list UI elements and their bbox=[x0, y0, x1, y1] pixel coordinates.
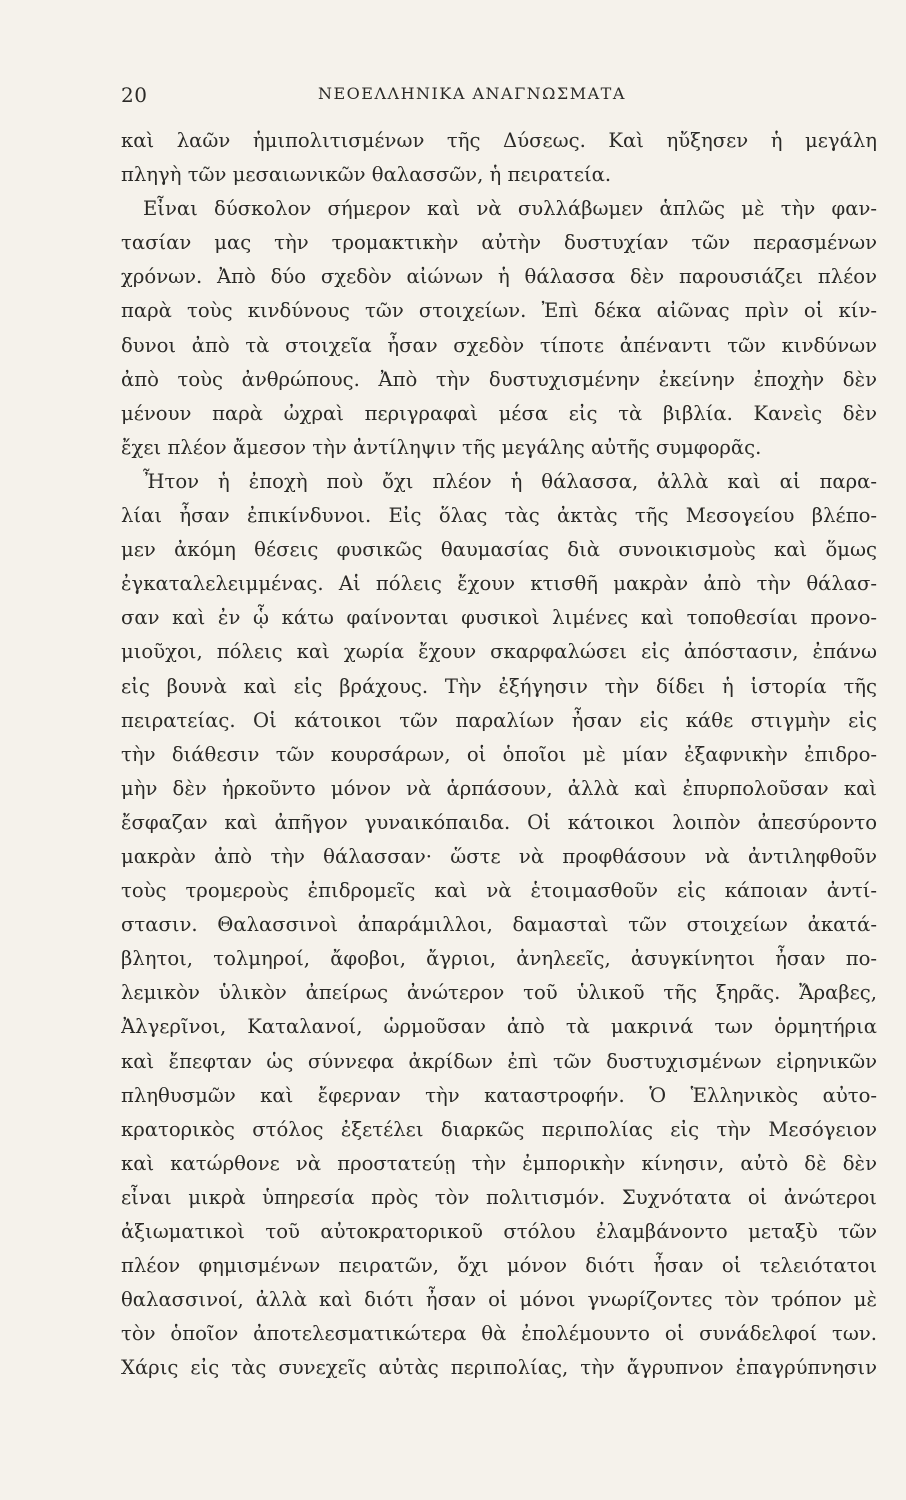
page-number: 20 bbox=[121, 83, 148, 107]
text-line: πλέον φημισμένων πειρατῶν, ὄχι μόνον διότι ἦσαν οἱ τελειότατοι bbox=[121, 1254, 877, 1278]
text-line: ἐγκαταλελειμμένας. Αἱ πόλεις ἔχουν κτισθῆ μακρὰν ἀπὸ τὴν θάλασ- bbox=[121, 572, 877, 596]
text-line: Ἀλγερῖνοι, Καταλανοί, ὡρμοῦσαν ἀπὸ τὰ μακρινά των ὁρμητήρια bbox=[121, 1015, 877, 1039]
text-line: ἔσφαζαν καὶ ἀπῆγον γυναικόπαιδα. Οἱ κάτοικοι λοιπὸν ἀπεσύροντο bbox=[121, 810, 877, 834]
text-line: πληθυσμῶν καὶ ἔφερναν τὴν καταστροφήν. Ὁ Ἑλληνικὸς αὐτο- bbox=[121, 1083, 877, 1107]
text-line: τασίαν μας τὴν τρομακτικὴν αὐτὴν δυστυχίαν τῶν περασμένων bbox=[121, 231, 877, 255]
text-line: μεν ἀκόμη θέσεις φυσικῶς θαυμασίας διὰ συνοικισμοὺς καὶ ὅμως bbox=[121, 538, 877, 562]
text-line: τοὺς τρομεροὺς ἐπιδρομεῖς καὶ νὰ ἑτοιμασθοῦν εἰς κάποιαν ἀντί- bbox=[121, 879, 877, 903]
text-line: πειρατείας. Οἱ κάτοικοι τῶν παραλίων ἦσαν εἰς κάθε στιγμὴν εἰς bbox=[121, 708, 877, 732]
text-line: μὴν δὲν ἠρκοῦντο μόνον νὰ ἁρπάσουν, ἀλλὰ καὶ ἐπυρπολοῦσαν καὶ bbox=[121, 776, 877, 800]
text-line: εἰς βουνὰ καὶ εἰς βράχους. Τὴν ἐξήγησιν τὴν δίδει ἡ ἱστορία τῆς bbox=[121, 674, 877, 698]
text-line: παρὰ τοὺς κινδύνους τῶν στοιχείων. Ἐπὶ δέκα αἰῶνας πρὶν οἱ κίν- bbox=[121, 299, 877, 323]
text-line: λεμικὸν ὑλικὸν ἀπείρως ἀνώτερον τοῦ ὑλικοῦ τῆς ξηρᾶς. Ἄραβες, bbox=[121, 981, 877, 1005]
text-line: λίαι ἦσαν ἐπικίνδυνοι. Εἰς ὅλας τὰς ἀκτὰς τῆς Μεσογείου βλέπο- bbox=[121, 504, 877, 528]
text-line: ἀπὸ τοὺς ἀνθρώπους. Ἀπὸ τὴν δυστυχισμένην ἐκείνην ἐποχὴν δὲν bbox=[121, 367, 877, 391]
text-line: ἔχει πλέον ἄμεσον τὴν ἀντίληψιν τῆς μεγάλης αὐτῆς συμφορᾶς. bbox=[121, 435, 762, 459]
text-line: μιοῦχοι, πόλεις καὶ χωρία ἔχουν σκαρφαλώσει εἰς ἀπόστασιν, ἐπάνω bbox=[121, 640, 877, 664]
text-line: Χάρις εἰς τὰς συνεχεῖς αὐτὰς περιπολίας, τὴν ἄγρυπνον ἐπαγρύπνησιν bbox=[121, 1356, 877, 1380]
text-line: βλητοι, τολμηροί, ἄφοβοι, ἄγριοι, ἀνηλεεῖς, ἀσυγκίνητοι ἦσαν πο- bbox=[121, 947, 877, 971]
text-line: σαν καὶ ἐν ᾧ κάτω φαίνονται φυσικοὶ λιμένες καὶ τοποθεσίαι προνο- bbox=[121, 606, 877, 630]
text-line: κρατορικὸς στόλος ἐξετέλει διαρκῶς περιπολίας εἰς τὴν Μεσόγειον bbox=[121, 1117, 877, 1141]
text-line: δυνοι ἀπὸ τὰ στοιχεῖα ἦσαν σχεδὸν τίποτε ἀπέναντι τῶν κινδύνων bbox=[121, 333, 877, 357]
text-line: Ἦτον ἡ ἐποχὴ ποὺ ὄχι πλέον ἡ θάλασσα, ἀλλὰ καὶ αἱ παρα- bbox=[143, 469, 877, 493]
text-line: τὸν ὁποῖον ἀποτελεσματικώτερα θὰ ἐπολέμουντο οἱ συνάδελφοί των. bbox=[121, 1322, 877, 1346]
text-line: Εἶναι δύσκολον σήμερον καὶ νὰ συλλάβωμεν ἁπλῶς μὲ τὴν φαν- bbox=[143, 197, 877, 221]
text-line: θαλασσινοί, ἀλλὰ καὶ διότι ἦσαν οἱ μόνοι γνωρίζοντες τὸν τρόπον μὲ bbox=[121, 1288, 877, 1312]
text-line: καὶ ἔπεφταν ὡς σύννεφα ἀκρίδων ἐπὶ τῶν δυστυχισμένων εἰρηνικῶν bbox=[121, 1049, 877, 1073]
text-line: καὶ κατώρθονε νὰ προστατεύῃ τὴν ἐμπορικὴν κίνησιν, αὐτὸ δὲ δὲν bbox=[121, 1151, 877, 1175]
text-line: καὶ λαῶν ἡμιπολιτισμένων τῆς Δύσεως. Καὶ ηὔξησεν ἡ μεγάλη bbox=[121, 129, 877, 152]
text-line: τὴν διάθεσιν τῶν κουρσάρων, οἱ ὁποῖοι μὲ μίαν ἐξαφνικὴν ἐπιδρο- bbox=[121, 742, 877, 766]
text-line: πληγὴ τῶν μεσαιωνικῶν θαλασσῶν, ἡ πειρατεία. bbox=[121, 163, 612, 187]
text-line: μένουν παρὰ ὠχραὶ περιγραφαὶ μέσα εἰς τὰ βιβλία. Κανεὶς δὲν bbox=[121, 401, 877, 425]
text-line: χρόνων. Ἀπὸ δύο σχεδὸν αἰώνων ἡ θάλασσα δὲν παρουσιάζει πλέον bbox=[121, 265, 877, 289]
text-line: εἶναι μικρὰ ὑπηρεσία πρὸς τὸν πολιτισμόν. Συχνότατα οἱ ἀνώτεροι bbox=[121, 1185, 877, 1209]
text-line: ἀξιωματικοὶ τοῦ αὐτοκρατορικοῦ στόλου ἐλαμβάνοντο μεταξὺ τῶν bbox=[121, 1220, 877, 1243]
text-line: στασιν. Θαλασσινοὶ ἀπαράμιλλοι, δαμασταὶ τῶν στοιχείων ἀκατά- bbox=[121, 913, 877, 937]
running-title: ΝΕΟΕΛΛΗΝΙΚΑ ΑΝΑΓΝΩΣΜΑΤΑ bbox=[318, 84, 626, 103]
text-line: μακρὰν ἀπὸ τὴν θάλασσαν· ὥστε νὰ προφθάσουν νὰ ἀντιληφθοῦν bbox=[121, 844, 877, 868]
body-text bbox=[121, 124, 877, 1385]
